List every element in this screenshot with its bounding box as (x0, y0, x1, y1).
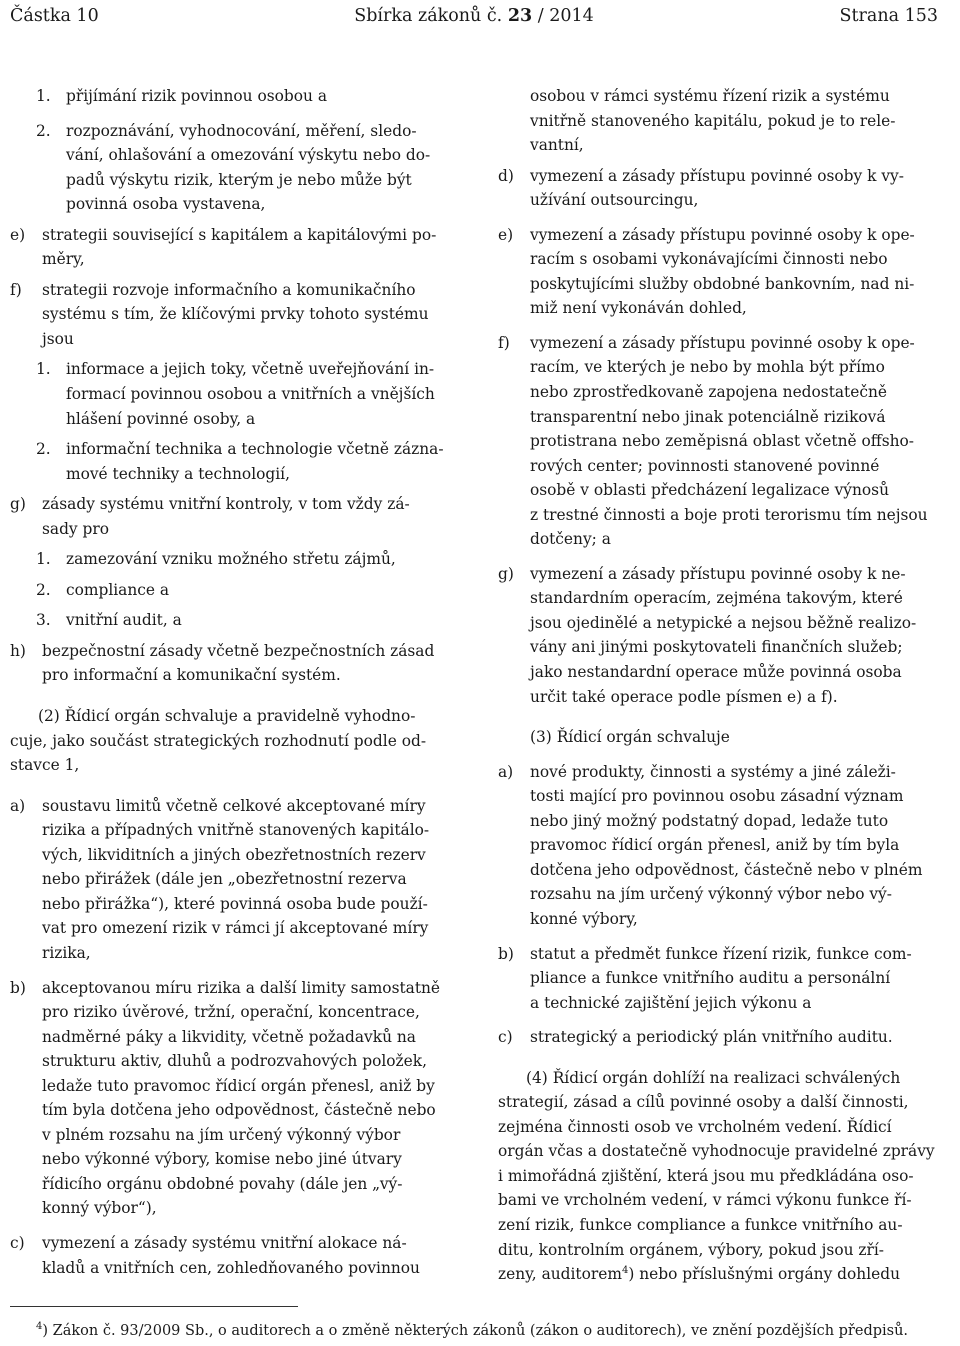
text-line: vymezení a zásady přístupu povinné osoby k vy- (530, 166, 904, 185)
list-item-c-cont (498, 84, 938, 158)
text-line: vání, ohlašování a omezování výskytu nebo do- (66, 146, 431, 165)
text-line: přijímání rizik povinnou osobou a (66, 87, 328, 105)
text-line: akceptovanou míru rizika a další limity samostatně (42, 978, 441, 997)
text-line: tosti mající pro povinnou osobu zásadní význam (530, 787, 904, 806)
text-line: miž není vykonáván dohled, (530, 299, 747, 318)
text-line: zásady systému vnitřní kontroly, v tom vždy zá- (42, 495, 410, 514)
footnote (36, 1322, 946, 1340)
text-line: (3) Řídicí orgán schvaluje (530, 728, 730, 747)
text-span: zeny, auditorem (498, 1265, 622, 1284)
list-item-h (10, 639, 450, 688)
text-line: dotčena jeho odpovědnost, částečně nebo v plném (530, 860, 923, 879)
list-item-d (498, 164, 938, 213)
text-line: transparentní nebo jinak potenciálně riziková (530, 407, 886, 426)
text-line: strukturu aktiv, dluhů a podrozvahových položek, (42, 1052, 427, 1071)
text-line: vnitřně stanoveného kapitálu, pokud je to rele- (530, 111, 896, 130)
text-line: konný výbor“), (42, 1199, 157, 1218)
text-line: strategický a periodický plán vnitřního auditu. (530, 1028, 893, 1047)
page-header (10, 4, 938, 28)
text-line: nebo přirážek (dále jen „obezřetnostní rezerva (42, 870, 407, 889)
item-label: f) (498, 333, 510, 352)
item-label: e) (10, 225, 26, 244)
text-line: vymezení a zásady přístupu povinné osoby k ope- (530, 225, 915, 244)
text-line: nebo výkonné výbory, komise nebo jiné útvary (42, 1150, 402, 1169)
item-number: 2. (36, 121, 51, 140)
text-line: vány ani jinými poskytovateli finančních služeb; (530, 638, 903, 657)
text-line: padů výskytu rizik, kterým je nebo může být (66, 170, 412, 189)
list-item-c (498, 1025, 938, 1050)
text-line: cuje, jako součást strategických rozhodnutí podle od- (10, 731, 427, 750)
text-line: poskytujícími služby obdobné bankovním, nad ni- (530, 274, 915, 293)
collection-year: / 2014 (537, 6, 594, 26)
list-item (10, 437, 450, 486)
text-line: vymezení a zásady přístupu povinné osoby k ope- (530, 333, 915, 352)
text-line: (4) Řídicí orgán dohlíží na realizaci schválených (526, 1068, 901, 1087)
list-item-g (498, 562, 938, 709)
text-line: orgán včas a dostatečně vyhodnocuje pravidelné zprávy (498, 1142, 935, 1161)
item-label: h) (10, 641, 26, 660)
text-line: řídicího orgánu obdobné povahy (dále jen „vý- (42, 1174, 403, 1193)
item-label: a) (10, 796, 26, 815)
item-label: f) (10, 280, 22, 299)
list-item (10, 119, 450, 217)
list-item-f (10, 278, 450, 352)
list-item (10, 608, 450, 633)
left-column (10, 84, 450, 1280)
text-line: nebo přirážka“), které povinná osoba bude použí- (42, 894, 428, 913)
text-line: rizika, (42, 943, 91, 962)
text-line: pro riziko úvěrové, tržní, operační, koncentrace, (42, 1003, 420, 1022)
item-label: e) (498, 225, 514, 244)
text-line: vantní, (530, 136, 584, 155)
text-line: z trestné činnosti a boje proti terorismu tím nejsou (530, 505, 928, 524)
item-label: c) (498, 1028, 513, 1047)
text-line (498, 1262, 938, 1287)
text-line: jsou (42, 329, 74, 348)
item-number: 2. (36, 580, 51, 599)
text-line: nebo zprostředkovaně zapojena nedostatečně (530, 383, 887, 402)
text-line: (2) Řídicí orgán schvaluje a pravidelně vyhodno- (38, 707, 416, 726)
text-line: osobou v rámci systému řízení rizik a systému (530, 87, 890, 105)
text-line: strategii související s kapitálem a kapitálovými po- (42, 225, 437, 244)
text-line: rových center; povinnosti stanovené povinné (530, 456, 880, 475)
paragraph-2 (10, 704, 450, 778)
text-line: strategii rozvoje informačního a komunikačního (42, 280, 416, 299)
text-line: tím byla dotčena jeho odpovědnost, částečně nebo (42, 1101, 436, 1120)
item-label: d) (498, 166, 514, 185)
list-item (10, 578, 450, 603)
text-line: systému s tím, že klíčovými prvky tohoto systému (42, 305, 429, 324)
text-line: povinná osoba vystavena, (66, 195, 266, 214)
page-number: Strana 153 (839, 6, 938, 26)
footnote-text: ) Zákon č. 93/2009 Sb., o auditorech a o změně některých zákonů (zákon o auditorech), ve znění pozdějších předpisů. (42, 1323, 909, 1339)
text-line: dotčeny; a (530, 530, 611, 549)
text-line: bezpečnostní zásady včetně bezpečnostních zásad (42, 641, 435, 660)
text-line: vých, likviditních a jiných obezřetnostních rezerv (42, 845, 426, 864)
list-item-c (10, 1231, 450, 1280)
list-item-g (10, 492, 450, 541)
text-line: rozsahu na jím určený výkonný výbor nebo vý- (530, 885, 892, 904)
collection-number: 23 (507, 6, 533, 26)
text-line: strategií, zásad a cílů povinné osoby a další činnosti, (498, 1093, 909, 1112)
item-number: 1. (36, 360, 51, 379)
footnote-marker: 4 (36, 1321, 43, 1333)
list-item (10, 84, 450, 109)
text-line: racím, ve kterých je nebo by mohla být přímo (530, 358, 885, 377)
list-item-a (10, 794, 450, 966)
text-line: sady pro (42, 519, 109, 538)
text-line: nadměrné páky a likvidity, včetně požadavků na (42, 1027, 416, 1046)
text-line: vat pro omezení rizik v rámci jí akceptované míry (42, 919, 429, 938)
collection-title (10, 4, 938, 28)
text-line: soustavu limitů včetně celkové akceptované míry (42, 796, 426, 815)
list-item (10, 357, 450, 431)
item-number: 1. (36, 550, 51, 569)
text-line: mové techniky a technologií, (66, 464, 290, 483)
text-line: pro informační a komunikační systém. (42, 666, 341, 685)
text-line: rozpoznávání, vyhodnocování, měření, sledo- (66, 121, 417, 140)
paragraph-4 (498, 1066, 938, 1287)
item-label: g) (10, 495, 26, 514)
paragraph-3 (498, 725, 938, 750)
text-line: zení rizik, funkce compliance a funkce vnitřního au- (498, 1215, 903, 1234)
text-line: určit také operace podle písmen e) a f). (530, 687, 838, 706)
list-item-f (498, 331, 938, 552)
text-line: standardním operacím, zejména takovým, které (530, 589, 903, 608)
text-line: měry, (42, 250, 85, 269)
text-line: jako nestandardní operace může povinná osoba (530, 663, 902, 682)
list-item-b (10, 976, 450, 1221)
collection-prefix: Sbírka zákonů č. (354, 6, 503, 26)
right-column (498, 84, 938, 1287)
list-item-e (498, 223, 938, 321)
item-label: b) (498, 944, 514, 963)
text-line: ditu, kontrolním orgánem, výbory, pokud jsou zří- (498, 1240, 884, 1259)
text-line: v plném rozsahu na jím určený výkonný výbor (42, 1125, 401, 1144)
text-line: stavce 1, (10, 756, 80, 775)
text-line: zejména činnosti osob ve vrcholném vedení. Řídicí (498, 1117, 892, 1136)
text-line: jsou ojedinělé a netypické a nejsou běžně realizo- (530, 613, 917, 632)
text-line: informační technika a technologie včetně zázna- (66, 440, 444, 459)
item-number: 2. (36, 440, 51, 459)
text-line: ledaže tuto pravomoc řídicí orgán přenesl, aniž by (42, 1076, 435, 1095)
list-item-a (498, 760, 938, 932)
text-line: racím s osobami vykonávajícími činnosti nebo (530, 250, 888, 269)
text-line: compliance a (66, 580, 170, 599)
list-item-b (498, 942, 938, 1016)
footnote-ref[interactable]: 4 (621, 1264, 629, 1276)
text-line: a technické zajištění jejich výkonu a (530, 993, 812, 1012)
text-span: ) nebo příslušnými orgány dohledu (628, 1265, 900, 1284)
text-line: pliance a funkce vnitřního auditu a personální (530, 969, 891, 988)
text-line: bami ve vrcholném vedení, v rámci výkonu funkce ří- (498, 1191, 912, 1210)
text-line: rizika a případných vnitřně stanovených kapitálo- (42, 821, 430, 840)
item-label: g) (498, 564, 514, 583)
item-number: 1. (36, 87, 51, 105)
text-line: vymezení a zásady přístupu povinné osoby k ne- (530, 564, 906, 583)
list-item-e (10, 223, 450, 272)
footnote-divider (10, 1306, 298, 1307)
text-line: i mimořádná zjištění, která jsou mu předkládána oso- (498, 1166, 914, 1185)
text-line: zamezování vzniku možného střetu zájmů, (66, 550, 396, 569)
text-line: osobě v oblasti předcházení legalizace výnosů (530, 481, 889, 500)
item-label: b) (10, 978, 26, 997)
text-line: užívání outsourcingu, (530, 191, 699, 210)
text-line: nové produkty, činnosti a systémy a jiné záleži- (530, 762, 896, 781)
text-line: protistrana nebo zeměpisná oblast včetně offsho- (530, 432, 914, 451)
item-label: a) (498, 762, 514, 781)
text-line: vnitřní audit, a (66, 611, 182, 630)
issue-number: Částka 10 (10, 6, 99, 26)
text-line: informace a jejich toky, včetně uveřejňování in- (66, 360, 435, 379)
list-item (10, 547, 450, 572)
text-line: vymezení a zásady systému vnitřní alokace ná- (42, 1233, 407, 1252)
text-line: konné výbory, (530, 909, 638, 928)
text-line: formací povinnou osobou a vnitřních a vnějších (66, 385, 435, 404)
text-line: kladů a vnitřních cen, zohledňovaného povinnou (42, 1258, 420, 1277)
item-label: c) (10, 1233, 25, 1252)
item-number: 3. (36, 611, 51, 630)
text-line: nebo jiný možný podstatný dopad, ledaže tuto (530, 811, 889, 830)
text-line: hlášení povinné osoby, a (66, 409, 256, 428)
text-line: pravomoc řídicí orgán přenesl, aniž by tím byla (530, 836, 900, 855)
text-line: statut a předmět funkce řízení rizik, funkce com- (530, 944, 912, 963)
